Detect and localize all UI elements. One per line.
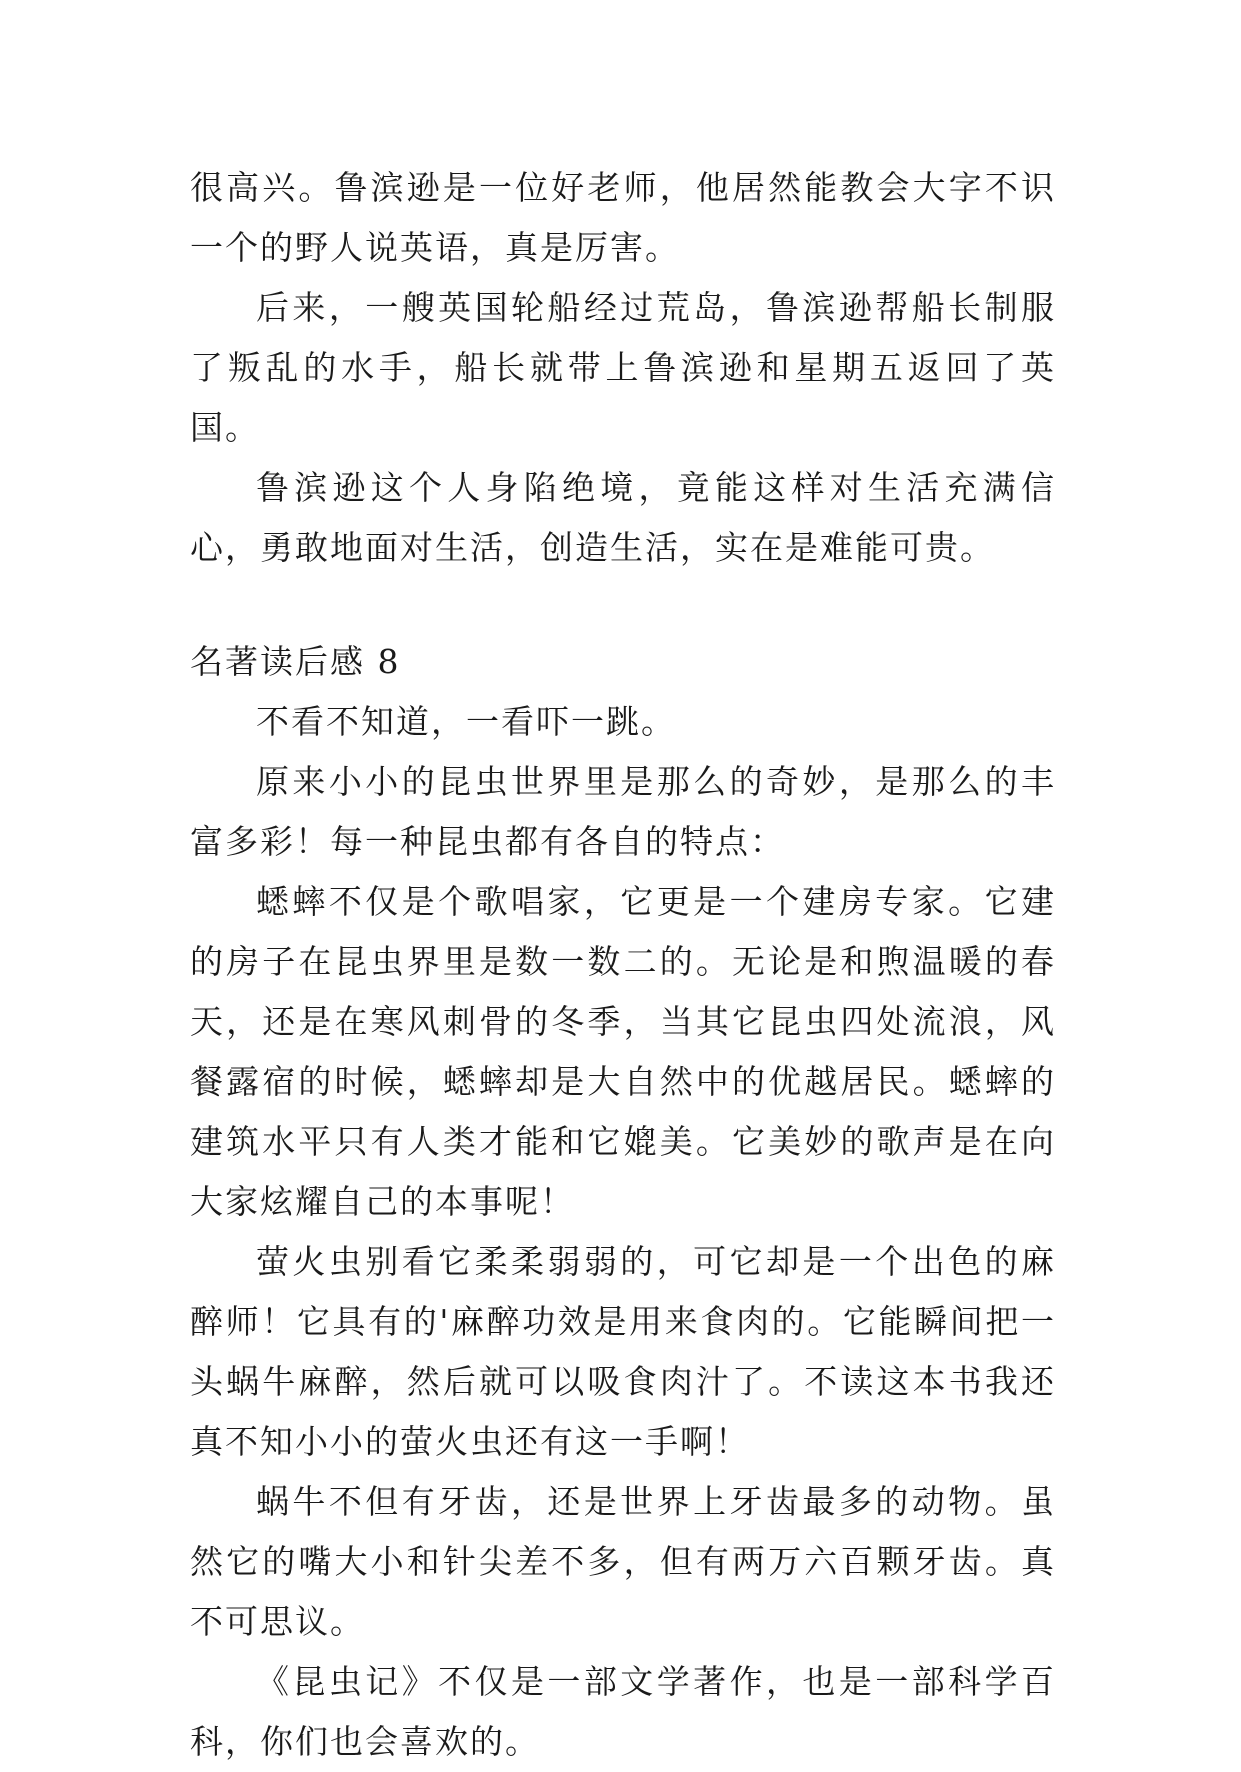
paragraph: 萤火虫别看它柔柔弱弱的，可它却是一个出色的麻醉师！它具有的'麻醉功效是用来食肉的。它能瞬间把一头蜗牛麻醉，然后就可以吸食肉汁了。不读这本书我还真不知小小的萤火虫还有这一手啊！ bbox=[190, 1242, 1056, 1461]
paragraph: 鲁滨逊这个人身陷绝境，竟能这样对生活充满信心，勇敢地面对生活，创造生活，实在是难能可贵。 bbox=[190, 468, 1056, 567]
section-heading: 名著读后感 8 bbox=[190, 642, 401, 681]
paragraph: 后来，一艘英国轮船经过荒岛，鲁滨逊帮船长制服了叛乱的水手，船长就带上鲁滨逊和星期五返回了英国。 bbox=[190, 288, 1056, 447]
document-body bbox=[190, 158, 1056, 1772]
paragraph: 原来小小的昆虫世界里是那么的奇妙，是那么的丰富多彩！每一种昆虫都有各自的特点： bbox=[190, 762, 1056, 861]
paragraph: 《昆虫记》不仅是一部文学著作，也是一部科学百科，你们也会喜欢的。 bbox=[190, 1662, 1056, 1761]
paragraph: 不看不知道，一看吓一跳。 bbox=[256, 702, 676, 741]
paragraph: 蜗牛不但有牙齿，还是世界上牙齿最多的动物。虽然它的嘴大小和针尖差不多，但有两万六百颗牙齿。真不可思议。 bbox=[190, 1482, 1056, 1641]
paragraph: 蟋蟀不仅是个歌唱家，它更是一个建房专家。它建的房子在昆虫界里是数一数二的。无论是和煦温暖的春天，还是在寒风刺骨的冬季，当其它昆虫四处流浪，风餐露宿的时候，蟋蟀却是大自然中的优越居民。蟋蟀的建筑水平只有人类才能和它媲美。它美妙的歌声是在向大家炫耀自己的本事呢！ bbox=[190, 882, 1056, 1221]
paragraph: 很高兴。鲁滨逊是一位好老师，他居然能教会大字不识一个的野人说英语，真是厉害。 bbox=[190, 168, 1056, 267]
